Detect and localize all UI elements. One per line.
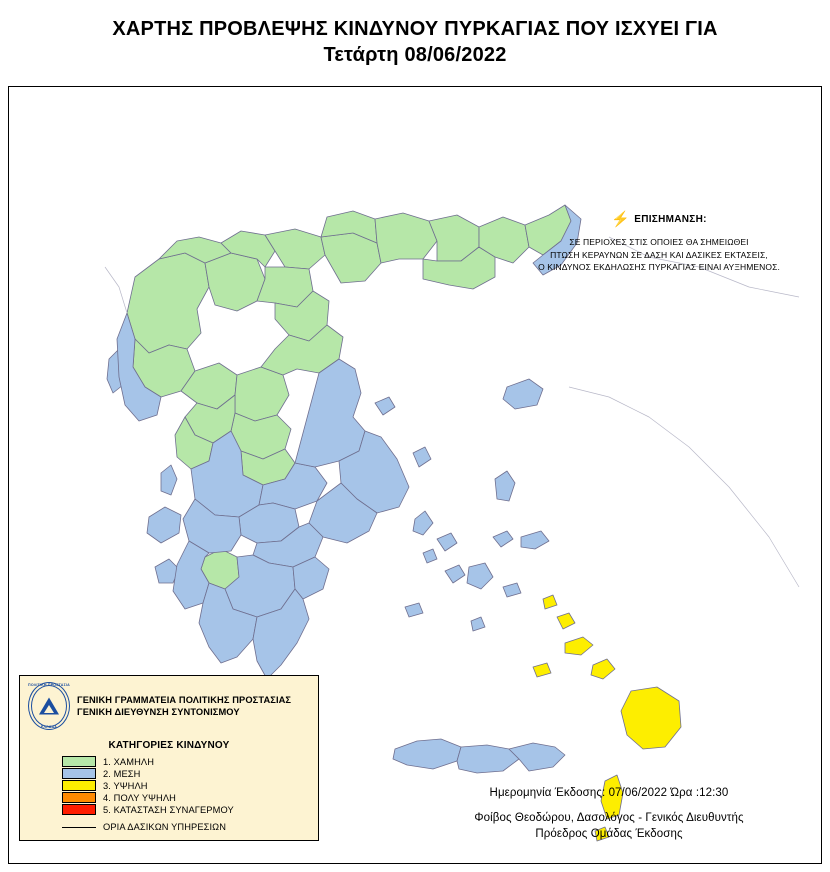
region-medium-santorini bbox=[471, 617, 485, 631]
lightning-bolt-icon: ⚡ bbox=[611, 211, 631, 228]
region-high-kalymnos bbox=[557, 613, 575, 629]
warning-note-line2: ΠΤΩΣΗ ΚΕΡΑΥΝΩΝ ΣΕ ΔΑΣΗ ΚΑΙ ΔΑΣΙΚΕΣ ΕΚΤΑΣΕΙΣ, bbox=[550, 249, 768, 260]
region-medium-sporades bbox=[375, 397, 395, 415]
region-high-astypalaia bbox=[533, 663, 551, 677]
organization-block bbox=[28, 682, 310, 730]
region-high-leros bbox=[543, 595, 557, 609]
region-high-kos bbox=[565, 637, 593, 655]
legend-label-2: 2. ΜΕΣΗ bbox=[103, 768, 141, 779]
legend-label-1: 1. ΧΑΜΗΛΗ bbox=[103, 756, 155, 767]
region-medium-milos bbox=[405, 603, 423, 617]
region-medium-tinos-mykonos bbox=[437, 533, 457, 551]
region-medium-amorgos bbox=[503, 583, 521, 597]
organization-line2: ΓΕΝΙΚΗ ΔΙΕΥΘΥΝΣΗ ΣΥΝΤΟΝΙΣΜΟΥ bbox=[77, 707, 240, 717]
region-medium-andros bbox=[413, 511, 433, 535]
region-medium-lefkada bbox=[161, 465, 177, 495]
region-medium-ikaria bbox=[493, 531, 513, 547]
region-medium-chios bbox=[495, 471, 515, 501]
map-frame bbox=[8, 86, 822, 864]
warning-note-heading bbox=[514, 212, 804, 227]
page-title-line2: Τετάρτη 08/06/2022 bbox=[323, 44, 507, 66]
civil-protection-emblem-icon bbox=[28, 682, 70, 730]
region-medium-kefalonia bbox=[147, 507, 181, 543]
legend-boundary-label: ΟΡΙΑ ΔΑΣΙΚΩΝ ΥΠΗΡΕΣΙΩΝ bbox=[103, 822, 227, 832]
page-title bbox=[0, 0, 830, 68]
legend-boundary-item bbox=[62, 822, 310, 832]
region-low-pella bbox=[265, 229, 325, 269]
region-medium-lesvos bbox=[503, 379, 543, 409]
region-low-serres bbox=[375, 213, 437, 263]
region-medium-ilia bbox=[173, 541, 209, 609]
organization-line1: ΓΕΝΙΚΗ ΓΡΑΜΜΑΤΕΙΑ ΠΟΛΙΤΙΚΗΣ ΠΡΟΣΤΑΣΙΑΣ bbox=[77, 695, 292, 705]
issue-date: Ημερομηνία Έκδοσης: 07/06/2022 Ώρα :12:30 bbox=[489, 787, 729, 799]
legend-swatch-4 bbox=[62, 792, 96, 803]
region-medium-syros bbox=[423, 549, 437, 563]
warning-note-line3: Ο ΚΙΝΔΥΝΟΣ ΕΚΔΗΛΩΣΗΣ ΠΥΡΚΑΓΙΑΣ ΕΙΝΑΙ ΑΥΞΗΜΕΝΟΣ. bbox=[538, 262, 780, 272]
region-medium-samos bbox=[521, 531, 549, 549]
region-low-kozani bbox=[205, 253, 265, 311]
legend-label-4: 4. ΠΟΛΥ ΥΨΗΛΗ bbox=[103, 792, 176, 803]
boundary-line-icon bbox=[62, 827, 96, 828]
legend-item-2 bbox=[62, 768, 310, 779]
warning-note-heading-text: ΕΠΙΣΗΜΑΝΣΗ: bbox=[634, 214, 707, 225]
region-medium-crete-east bbox=[509, 743, 565, 771]
region-medium-crete-west bbox=[393, 739, 461, 769]
region-low-epirus-west bbox=[127, 253, 209, 353]
region-high-rodos bbox=[621, 687, 681, 749]
region-medium-naxos bbox=[467, 563, 493, 589]
region-medium-skyros bbox=[413, 447, 431, 467]
warning-note-line1: ΣΕ ΠΕΡΙΟΧΕΣ ΣΤΙΣ ΟΠΟΙΕΣ ΘΑ ΣΗΜΕΙΩΘΕΙ bbox=[569, 237, 749, 247]
region-medium-paros bbox=[445, 565, 465, 583]
organization-text bbox=[77, 694, 291, 718]
page-title-line1: ΧΑΡΤΗΣ ΠΡΟΒΛΕΨΗΣ ΚΙΝΔΥΝΟΥ ΠΥΡΚΑΓΙΑΣ ΠΟΥ ΙΣΧΥΕΙ ΓΙΑ bbox=[112, 18, 718, 40]
legend-swatch-5 bbox=[62, 804, 96, 815]
region-medium-magnisia bbox=[295, 359, 365, 467]
legend-swatch-1 bbox=[62, 756, 96, 767]
legend-panel bbox=[19, 675, 319, 841]
region-high-symi-tilos bbox=[591, 659, 615, 679]
legend-title: ΚΑΤΗΓΟΡΙΕΣ ΚΙΝΔΥΝΟΥ bbox=[108, 740, 230, 751]
region-low-thessaly-north bbox=[235, 367, 289, 421]
legend-swatch-3 bbox=[62, 780, 96, 791]
warning-note bbox=[514, 212, 804, 274]
neighbour-coast-hint-3 bbox=[105, 267, 127, 313]
legend-swatch-2 bbox=[62, 768, 96, 779]
legend-item-1 bbox=[62, 756, 310, 767]
neighbour-coast-hint-2 bbox=[569, 387, 799, 587]
legend-label-3: 3. ΥΨΗΛΗ bbox=[103, 780, 148, 791]
author-line2: Πρόεδρος Ομάδας Έκδοσης bbox=[535, 828, 683, 840]
emblem-bottom-text: ΕΛΛΑΔΑ bbox=[40, 725, 58, 729]
footer-block bbox=[439, 787, 779, 842]
author-line1: Φοίβος Θεοδώρου, Δασολόγος - Γενικός Διευθυντής bbox=[474, 812, 744, 824]
legend-item-4 bbox=[62, 792, 310, 803]
legend-item-3 bbox=[62, 780, 310, 791]
legend-label-5: 5. ΚΑΤΑΣΤΑΣΗ ΣΥΝΑΓΕΡΜΟΥ bbox=[103, 804, 234, 815]
legend-item-5 bbox=[62, 804, 310, 815]
warning-note-body bbox=[514, 236, 804, 274]
emblem-top-text: ΠΟΛΙΤΙΚΗ ΠΡΟΣΤΑΣΙΑ bbox=[28, 683, 70, 687]
